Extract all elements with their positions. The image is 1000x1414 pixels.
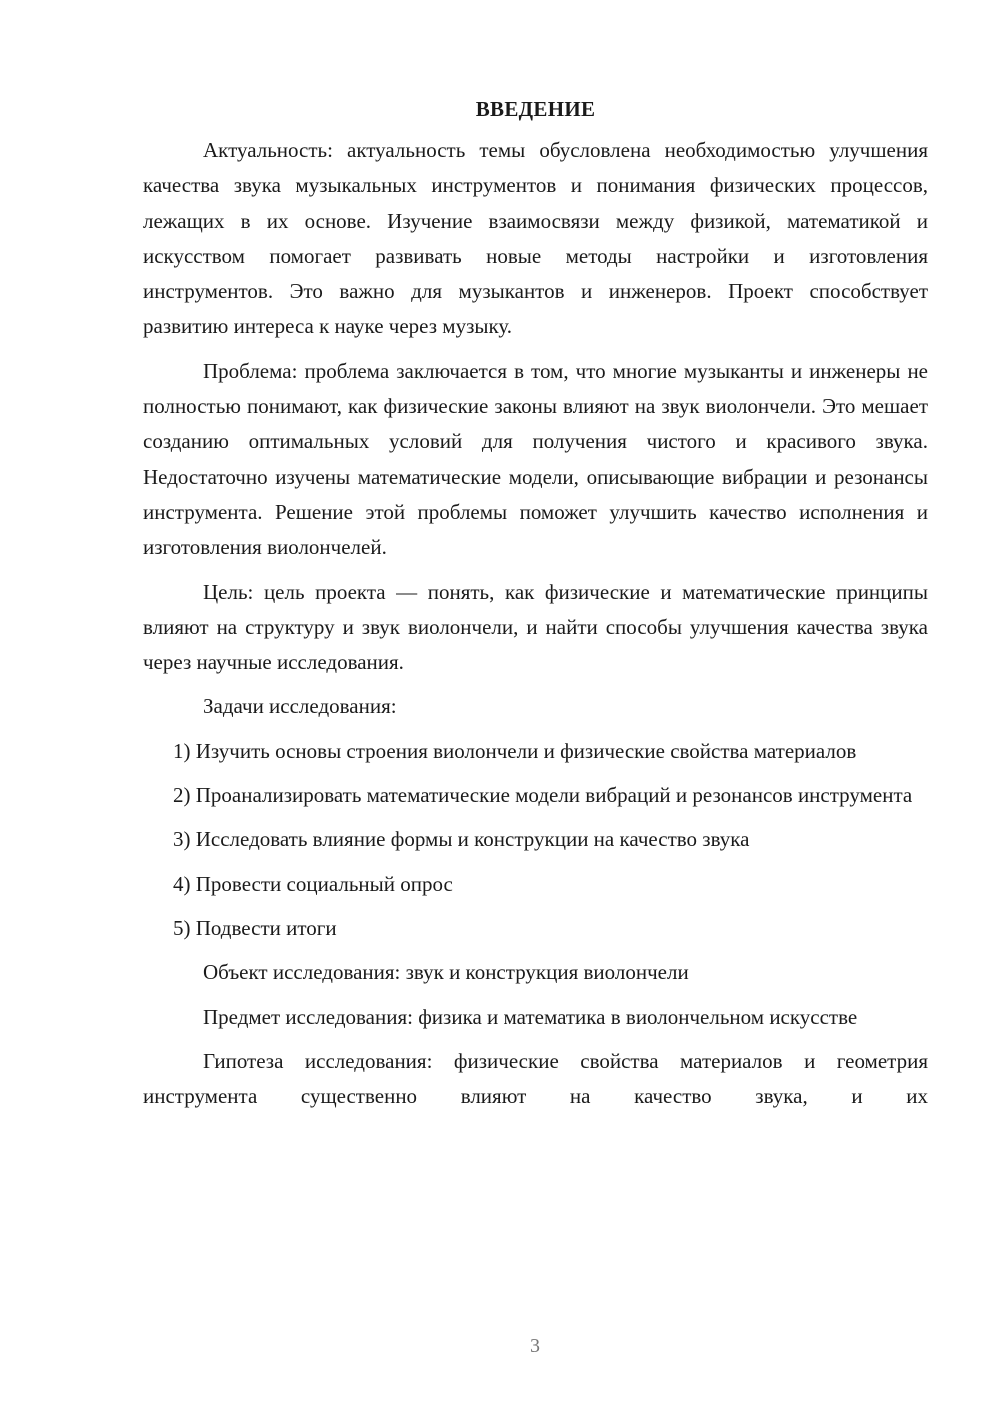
tasks-heading: Задачи исследования:: [203, 694, 397, 719]
task-item-4: 4) Провести социальный опрос: [173, 871, 453, 896]
problem-paragraph: Проблема: проблема заключается в том, что многие музыканты и инженеры не полностью понимают, как физические законы влияют на звук виолончели. Это мешает созданию оптимальных условий для получения чистого и красивого звука. Недостаточно изучены математические модели, описывающие вибрации и резонансы инструмента. Решение этой проблемы поможет улучшить качество исполнения и изготовления виолончелей.: [143, 358, 928, 560]
object-paragraph: Объект исследования: звук и конструкция виолончели: [203, 960, 689, 985]
task-item-1: 1) Изучить основы строения виолончели и физические свойства материалов: [173, 738, 857, 763]
task-item-5: 5) Подвести итоги: [173, 915, 337, 940]
task-item-3: 3) Исследовать влияние формы и конструкции на качество звука: [173, 827, 750, 852]
relevance-paragraph: Актуальность: актуальность темы обусловлена необходимостью улучшения качества звука музыкальных инструментов и понимания физических процессов, лежащих в их основе. Изучение взаимосвязи между физикой, математикой и искусством помогает развивать новые методы настройки и изготовления инструментов. Это важно для музыкантов и инженеров. Проект способствует развитию интереса к науке через музыку.: [143, 138, 928, 339]
section-title: ВВЕДЕНИЕ: [475, 97, 596, 121]
task-item-2: 2) Проанализировать математические модели вибраций и резонансов инструмента: [173, 783, 913, 808]
goal-paragraph: Цель: цель проекта — понять, как физические и математические принципы влияют на структуру и звук виолончели, и найти способы улучшения качества звука через научные исследования.: [143, 579, 928, 675]
hypothesis-paragraph: Гипотеза исследования: физические свойства материалов и геометрия инструмента существенно влияют на качество звука, и их: [143, 1048, 928, 1109]
subject-paragraph: Предмет исследования: физика и математика в виолончельном искусстве: [203, 1004, 858, 1029]
page-number: 3: [530, 1335, 540, 1357]
document-page: [143, 92, 928, 1123]
